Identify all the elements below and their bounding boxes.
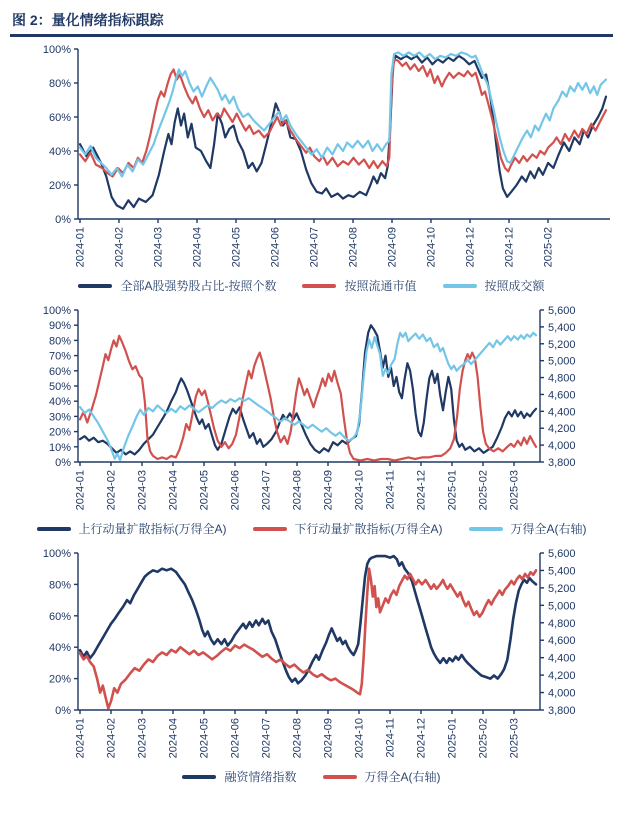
right-axis-label: 4,000 — [548, 687, 576, 700]
x-axis-label: 2024-07 — [260, 718, 273, 759]
y-axis-label: 60% — [48, 610, 71, 623]
right-axis-label: 4,800 — [548, 617, 576, 630]
legend-item — [323, 768, 441, 785]
x-axis-label: 2024-03 — [152, 227, 165, 268]
legend-label: 按照成交额 — [484, 279, 545, 293]
y-axis-label: 70% — [48, 350, 71, 363]
legend-swatch-red — [323, 775, 357, 779]
x-axis-label: 2024-08 — [291, 470, 304, 511]
legend-swatch-navy — [182, 775, 216, 779]
right-axis-label: 5,200 — [548, 582, 576, 595]
y-axis-label: 40% — [48, 642, 71, 655]
series-line-red — [80, 59, 606, 176]
x-axis-label: 2024-09 — [322, 470, 335, 511]
right-axis-label: 4,400 — [548, 406, 576, 419]
x-axis-label: 2024-12 — [415, 470, 428, 511]
x-axis-label: 2025-03 — [508, 718, 521, 759]
chart-momentum-diffusion — [10, 302, 613, 520]
x-axis-label: 2024-06 — [229, 470, 242, 511]
legend-label: 全部A股强势股占比-按照个数 — [120, 279, 277, 293]
legend-item — [182, 768, 296, 785]
legend-swatch-red — [302, 284, 336, 288]
x-axis-label: 2024-12 — [503, 227, 516, 268]
y-axis-label: 30% — [48, 411, 71, 424]
y-axis-label: 100% — [42, 548, 71, 560]
legend-swatch-red — [253, 527, 287, 531]
x-axis-label: 2025-01 — [446, 470, 459, 511]
y-axis-label: 100% — [42, 305, 71, 317]
y-axis-label: 10% — [48, 441, 71, 454]
x-axis-label: 2024-06 — [269, 227, 282, 268]
x-axis-label: 2024-07 — [308, 227, 321, 268]
legend-label: 融资情绪指数 — [224, 770, 297, 784]
right-axis-label: 5,000 — [548, 600, 576, 613]
series-line-red — [80, 569, 536, 709]
right-axis-label: 4,200 — [548, 670, 576, 683]
x-axis-label: 2025-03 — [508, 470, 521, 511]
x-axis-label: 2024-08 — [347, 227, 360, 268]
x-axis-label: 2024-11 — [384, 470, 397, 510]
x-axis-label: 2024-12 — [464, 227, 477, 268]
page-title: 图 2：量化情绪指标跟踪 — [12, 12, 164, 28]
y-axis-label: 40% — [48, 396, 71, 409]
right-axis-label: 4,000 — [548, 440, 576, 453]
right-axis-label: 4,600 — [548, 635, 576, 648]
x-axis-label: 2025-02 — [542, 227, 555, 268]
legend-item — [443, 277, 545, 294]
x-axis-label: 2024-03 — [136, 718, 149, 759]
y-axis-label: 40% — [48, 146, 71, 158]
right-axis-label: 5,400 — [548, 565, 576, 578]
y-axis-label: 80% — [48, 335, 71, 348]
y-axis-label: 0% — [55, 705, 71, 717]
x-axis-label: 2024-01 — [74, 227, 87, 268]
x-axis-label: 2024-10 — [353, 718, 366, 759]
y-axis-label: 60% — [48, 112, 71, 124]
y-axis-label: 80% — [48, 579, 71, 592]
y-axis-label: 100% — [42, 44, 71, 56]
x-axis-label: 2024-01 — [74, 470, 87, 511]
title-divider — [10, 34, 613, 37]
y-axis-label: 60% — [48, 365, 71, 378]
y-axis-label: 20% — [48, 426, 71, 439]
chart-financing-sentiment — [10, 545, 613, 768]
x-axis-label: 2024-08 — [291, 718, 304, 759]
right-axis-label: 4,400 — [548, 652, 576, 665]
series-line-red — [80, 336, 536, 461]
x-axis-label: 2025-01 — [446, 718, 459, 759]
legend-momentum-diffusion — [10, 520, 613, 537]
x-axis-label: 2024-04 — [167, 718, 180, 759]
legend-label: 万得全A(右轴) — [364, 770, 441, 784]
right-axis-label: 5,000 — [548, 355, 576, 368]
y-axis-label: 80% — [48, 78, 71, 90]
right-axis-label: 4,200 — [548, 423, 576, 436]
legend-label: 按照流通市值 — [344, 279, 417, 293]
right-axis-label: 5,200 — [548, 338, 576, 351]
y-axis-label: 0% — [55, 457, 71, 469]
series-line-lightblue — [80, 52, 606, 176]
right-axis-label: 5,600 — [548, 548, 576, 560]
legend-item — [78, 277, 276, 294]
right-axis-label: 3,800 — [548, 705, 576, 717]
x-axis-label: 2024-07 — [260, 470, 273, 511]
chart-block-financing-sentiment — [10, 545, 613, 785]
y-axis-label: 20% — [48, 673, 71, 686]
x-axis-label: 2025-02 — [477, 470, 490, 511]
x-axis-label: 2024-01 — [74, 718, 87, 759]
x-axis-label: 2024-12 — [415, 718, 428, 759]
chart-block-strong-stock-ratio — [10, 41, 613, 294]
legend-item — [302, 277, 416, 294]
legend-label: 万得全A(右轴) — [510, 522, 587, 536]
legend-swatch-lightblue — [443, 284, 477, 288]
x-axis-label: 2024-10 — [353, 470, 366, 511]
right-axis-label: 4,600 — [548, 389, 576, 402]
right-axis-label: 3,800 — [548, 457, 576, 469]
x-axis-label: 2024-05 — [230, 227, 243, 268]
chart-strong-stock-ratio — [10, 41, 613, 277]
x-axis-label: 2024-02 — [105, 718, 118, 759]
x-axis-label: 2024-02 — [105, 470, 118, 511]
x-axis-label: 2024-03 — [136, 470, 149, 511]
legend-item — [469, 520, 587, 537]
legend-label: 下行动量扩散指标(万得全A) — [294, 522, 443, 536]
x-axis-label: 2024-10 — [425, 227, 438, 268]
legend-swatch-navy — [78, 284, 112, 288]
series-line-navy — [80, 556, 536, 683]
x-axis-label: 2024-11 — [384, 718, 397, 758]
right-axis-label: 4,800 — [548, 372, 576, 385]
y-axis-label: 0% — [55, 214, 71, 226]
legend-item — [253, 520, 443, 537]
legend-item — [37, 520, 227, 537]
legend-label: 上行动量扩散指标(万得全A) — [78, 522, 227, 536]
x-axis-label: 2024-06 — [229, 718, 242, 759]
x-axis-label: 2024-09 — [322, 718, 335, 759]
legend-financing-sentiment — [10, 768, 613, 785]
x-axis-label: 2025-02 — [477, 718, 490, 759]
x-axis-label: 2024-05 — [198, 470, 211, 511]
x-axis-label: 2024-02 — [113, 227, 126, 268]
x-axis-label: 2024-09 — [386, 227, 399, 268]
legend-swatch-navy — [37, 527, 71, 531]
x-axis-label: 2024-05 — [198, 718, 211, 759]
y-axis-label: 50% — [48, 381, 71, 393]
right-axis-label: 5,600 — [548, 305, 576, 317]
x-axis-label: 2024-04 — [167, 470, 180, 511]
y-axis-label: 90% — [48, 320, 71, 333]
y-axis-label: 20% — [48, 180, 71, 192]
chart-block-momentum-diffusion — [10, 302, 613, 537]
legend-swatch-lightblue — [469, 527, 503, 531]
legend-strong-stock-ratio — [10, 277, 613, 294]
right-axis-label: 5,400 — [548, 321, 576, 334]
x-axis-label: 2024-04 — [191, 227, 204, 268]
